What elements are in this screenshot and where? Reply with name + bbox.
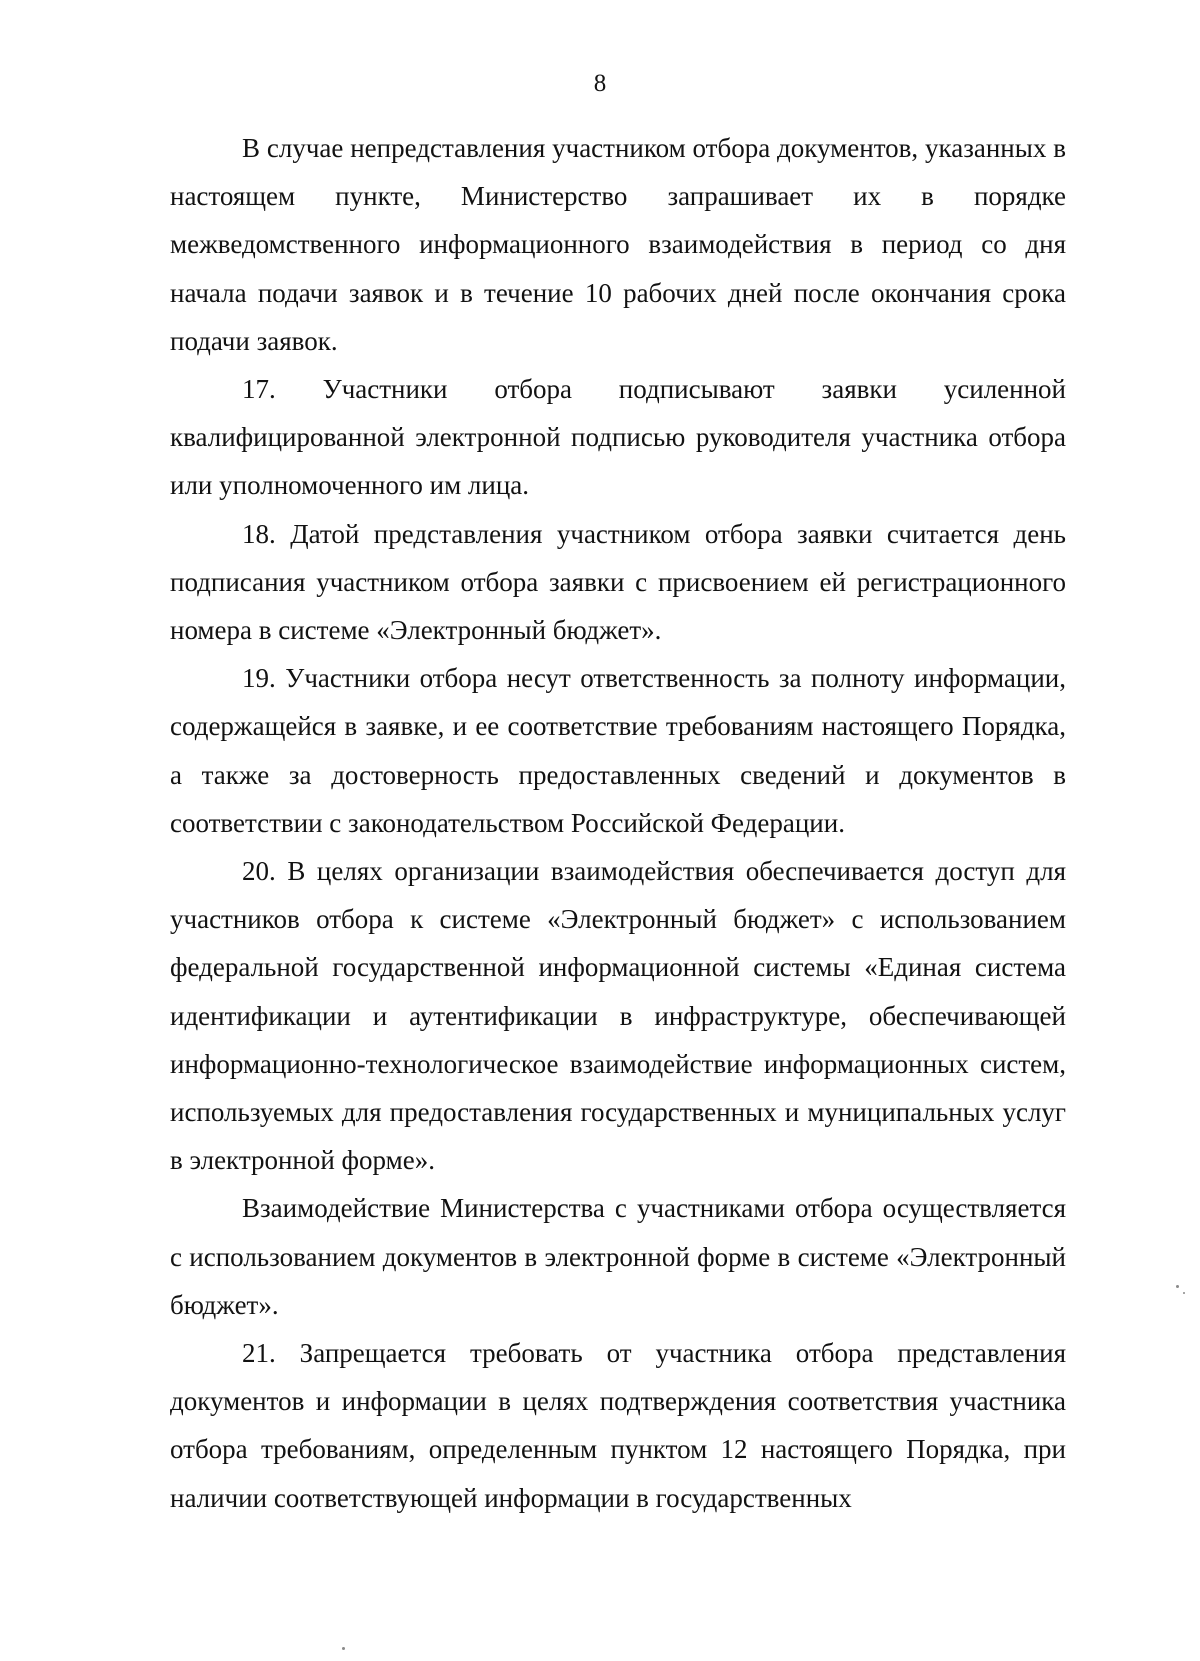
paragraph-interaction: Взаимодействие Министерства с участниками отбора осуществляется с использованием документов в электронной форме в системе «Электронный бюджет».	[170, 1193, 1066, 1320]
page-number: 8	[593, 70, 607, 97]
scan-speck	[1176, 1285, 1179, 1288]
paragraph-18: 18. Датой представления участником отбора заявки считается день подписания участником отбора заявки с присвоением ей регистрационного номера в системе «Электронный бюджет».	[170, 518, 1066, 646]
scan-speck	[1183, 1292, 1185, 1294]
paragraph-20: 20. В целях организации взаимодействия обеспечивается доступ для участников отбора к системе «Электронный бюджет» с использованием федеральной государственной информационной системы «Единая система идентификации и аутентификации в инфраструктуре, обеспечивающей информационно-технологическое взаимодействие информационных систем, используемых для предоставления государственных и муниципальных услуг в электронной форме».	[170, 856, 1066, 1176]
document-body	[170, 124, 1066, 1522]
paragraph-17: 17. Участники отбора подписывают заявки усиленной квалифицированной электронной подписью руководителя участника отбора или уполномоченного им лица.	[170, 374, 1066, 501]
paragraph-missing-documents: В случае непредставления участником отбора документов, указанных в настоящем пункте, Министерство запрашивает их в порядке межведомственного информационного взаимодействия в период со дня начала подачи заявок и в течение 10 рабочих дней после окончания срока подачи заявок.	[170, 133, 1066, 356]
scan-speck	[342, 1647, 345, 1650]
paragraph-19: 19. Участники отбора несут ответственность за полноту информации, содержащейся в заявке, и ее соответствие требованиям настоящего Порядка, а также за достоверность предоставленных сведений и документов в соответствии с законодательством Российской Федерации.	[170, 663, 1066, 838]
paragraph-21: 21. Запрещается требовать от участника отбора представления документов и информации в целях подтверждения соответствия участника отбора требованиям, определенным пунктом 12 настоящего Порядка, при наличии соответствующей информации в государственных	[170, 1338, 1066, 1513]
